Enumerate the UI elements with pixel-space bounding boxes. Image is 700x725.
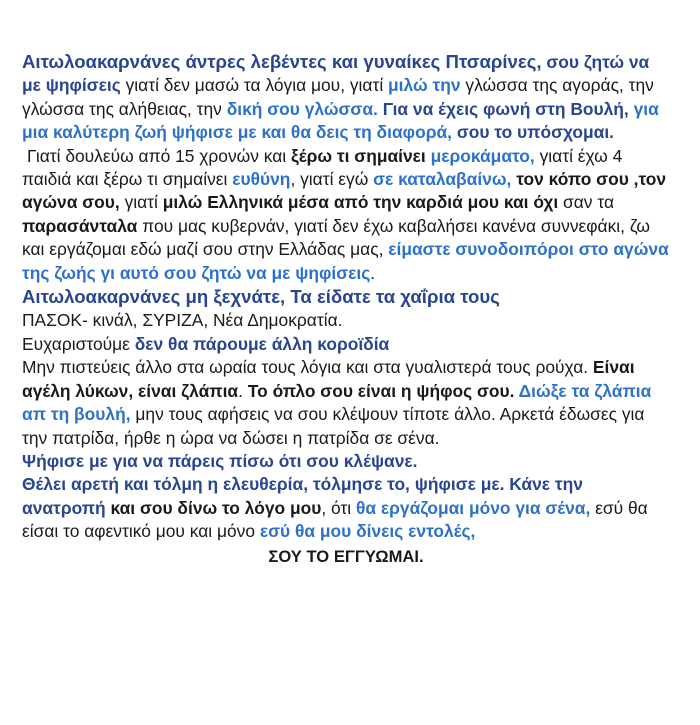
paragraph-biography xyxy=(22,145,670,285)
text: εσύ θα είσαι το αφεντικό μου και μόνο xyxy=(22,497,648,542)
paragraph-reclaim xyxy=(22,450,670,473)
text: , γιατί εγώ xyxy=(290,169,374,190)
emphasis: Για να έχεις φωνή στη Βουλή, xyxy=(382,98,629,119)
emphasis: ευθύνη xyxy=(232,169,291,190)
bold-text: και σου δίνω το λόγο μου xyxy=(105,497,322,518)
emphasis: σου το υπόσχομαι. xyxy=(451,122,614,143)
text: γιατί έχω 4 παιδιά και ξέρω τι σημαίνει xyxy=(22,145,623,190)
vote-request: σου ζητώ να με ψηφίσεις xyxy=(22,52,650,96)
text: . xyxy=(238,380,248,401)
emphasis: δική σου γλώσσα. xyxy=(226,98,378,119)
heading-greeting: Αιτωλοακαρνάνες άντρες λεβέντες και γυναίκες Πτσαρίνες, xyxy=(22,51,542,72)
paragraph-intro xyxy=(22,50,670,145)
emphasis: Κάνε την ανατροπή xyxy=(22,474,583,518)
emphasis: σε καταλαβαίνω, xyxy=(373,169,512,190)
emphasis: μιλώ την xyxy=(388,75,461,96)
text: γλώσσα της αγοράς, την γλώσσα της αλήθειας, την xyxy=(22,75,654,119)
emphasis: δεν θα πάρουμε άλλη κοροϊδία xyxy=(134,333,390,354)
text: που μας κυβερνάν, γιατί δεν έχω καβαλήσει κανένα συννεφάκι, ζω και εργάζομαι εδώ μαζί σου στην Ελλάδας μας, xyxy=(22,215,650,260)
text: Γιατί δουλεύω από 15 χρονών και xyxy=(27,145,292,166)
bold-text: Το όπλο σου είναι η ψήφος σου. xyxy=(247,380,515,401)
bold-text: τον κόπο σου ,τον αγώνα σου, xyxy=(22,169,667,213)
text: μην τους αφήσεις να σου κλέψουν τίποτε άλλο. Αρκετά έδωσες για την πατρίδα, ήρθε η ώρα να δώσει η πατρίδα σε σένα. xyxy=(22,404,645,448)
text: . xyxy=(370,262,376,283)
emphasis: για μια καλύτερη ζωή ψήφισε με και θα δεις τη διαφορά, xyxy=(22,98,659,143)
bold-text: μιλώ Ελληνικά μέσα από την καρδιά μου και όχι xyxy=(162,192,559,213)
text: γιατί δεν μασώ τα λόγια μου, γιατί xyxy=(120,75,389,96)
emphasis: εσύ θα μου δίνεις εντολές, xyxy=(259,521,476,542)
text: σαν τα xyxy=(558,192,614,213)
emphasis: γι αυτό σου ζητώ να με ψηφίσεις xyxy=(95,262,371,283)
paragraph-warning xyxy=(22,285,670,450)
emphasis: είμαστε συνοδοιπόροι στο αγώνα της ζωής xyxy=(22,239,669,283)
emphasis: Ψήφισε με για να πάρεις πίσω ότι σου κλέψανε. xyxy=(22,450,418,471)
closing-guarantee: ΣΟΥ ΤΟ ΕΓΓΥΩΜΑΙ. xyxy=(268,546,424,566)
emphasis: θα εργάζομαι μόνο για σένα, xyxy=(356,497,591,518)
emphasis: Διώξε τα ζλάπια απ τη βουλή, xyxy=(22,380,652,425)
text: Ευχαριστούμε xyxy=(22,333,135,354)
heading-warning: Αιτωλοακαρνάνες μη ξεχνάτε, Τα είδατε τα χαΐρια τους xyxy=(22,286,500,308)
emphasis: Θέλει αρετή και τόλμη η ελευθερία, τόλμησε το, ψήφισε με. xyxy=(22,474,505,495)
text: Μην πιστεύεις άλλο στα ωραία τους λόγια και στα γυαλιστερά τους ρούχα. xyxy=(22,357,593,378)
text: ΠΑΣΟΚ- κινάλ, ΣΥΡΙΖΑ, Νέα Δημοκρατία. xyxy=(22,310,343,331)
bold-text: παρασάνταλα xyxy=(22,215,138,236)
paragraph-pledge xyxy=(22,473,670,543)
bold-text: ξέρω τι σημαίνει xyxy=(291,145,426,166)
text: γιατί xyxy=(119,192,163,213)
text: , ότι xyxy=(321,497,356,518)
emphasis: μεροκάματο, xyxy=(425,145,535,166)
bold-text: Είναι αγέλη λύκων, είναι ζλάπια xyxy=(22,357,635,401)
